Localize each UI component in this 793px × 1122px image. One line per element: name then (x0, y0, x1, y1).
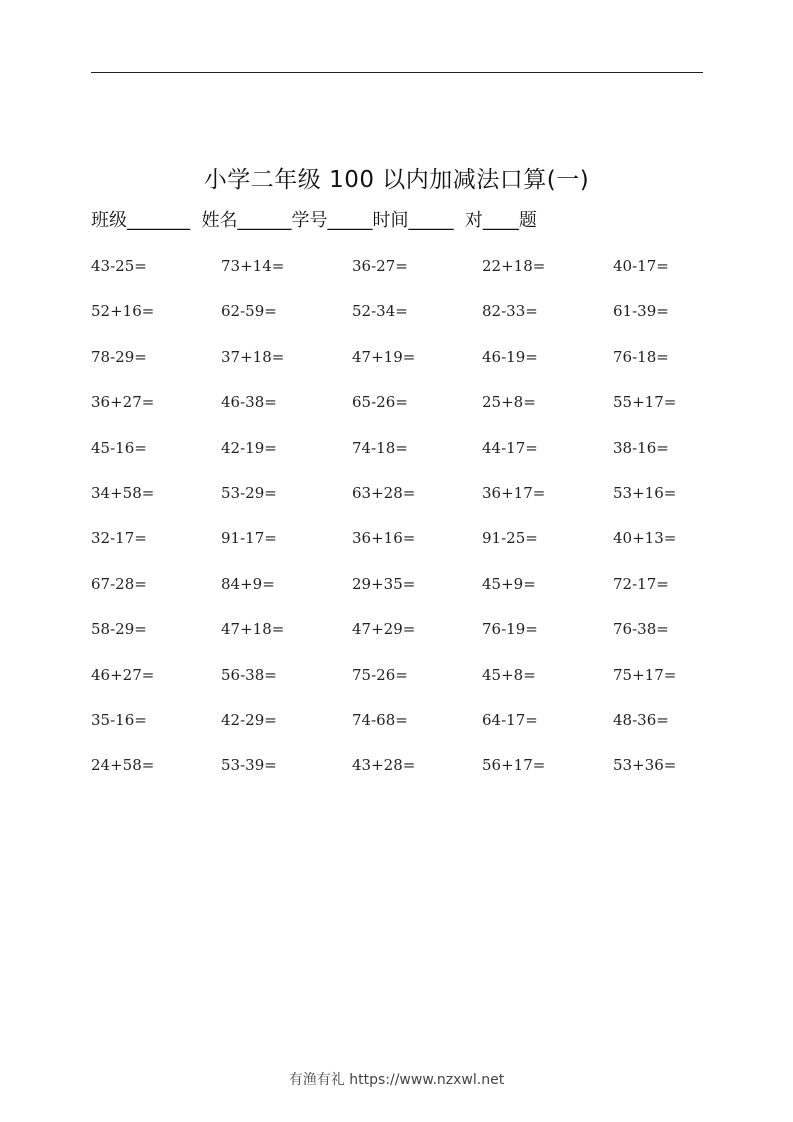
math-problem: 45+8= (482, 665, 536, 684)
math-problem: 43+28= (352, 756, 416, 775)
math-problem: 22+18= (482, 257, 546, 275)
math-problem: 53+16= (613, 483, 677, 502)
math-problem: 65-26= (352, 393, 408, 412)
math-problem: 47+19= (352, 347, 416, 366)
math-problem: 25+8= (482, 393, 536, 412)
math-problem: 32-17= (91, 529, 147, 548)
math-problem: 62-59= (221, 302, 277, 321)
math-problem: 63+28= (352, 483, 416, 502)
math-problem: 36+17= (482, 483, 546, 502)
math-problem: 76-18= (613, 347, 669, 366)
math-problem: 73+14= (221, 257, 285, 275)
math-problem: 40+13= (613, 529, 677, 548)
math-problem: 61-39= (613, 302, 669, 321)
math-problem: 91-25= (482, 529, 538, 548)
math-problem: 48-36= (613, 710, 669, 729)
math-problem: 43-25= (91, 257, 147, 275)
math-problem: 38-16= (613, 438, 669, 457)
math-problem: 36+27= (91, 393, 155, 412)
math-problem: 45-16= (91, 438, 147, 457)
math-problem: 47+18= (221, 620, 285, 639)
header-rule (91, 72, 703, 73)
math-problem: 46-19= (482, 347, 538, 366)
math-problem: 29+35= (352, 574, 416, 593)
math-problem: 44-17= (482, 438, 538, 457)
math-problem: 91-17= (221, 529, 277, 548)
math-problem: 78-29= (91, 347, 147, 366)
math-problem: 36+16= (352, 529, 416, 548)
math-problem: 34+58= (91, 483, 155, 502)
math-problem: 36-27= (352, 257, 408, 275)
math-problem: 53-29= (221, 483, 277, 502)
math-problem: 67-28= (91, 574, 147, 593)
footer-source: 有渔有礼 https://www.nzxwl.net (288, 1072, 505, 1088)
math-problem: 64-17= (482, 710, 538, 729)
math-problem: 37+18= (221, 347, 285, 366)
math-problem: 52+16= (91, 302, 155, 321)
math-problem: 76-19= (482, 620, 538, 639)
math-problem: 47+29= (352, 620, 416, 639)
math-problem: 53-39= (221, 756, 277, 775)
math-problem: 84+9= (221, 574, 275, 593)
math-problem: 74-18= (352, 438, 408, 457)
math-problem: 24+58= (91, 756, 155, 775)
math-problem: 52-34= (352, 302, 408, 321)
math-problem: 76-38= (613, 620, 669, 639)
math-problem: 35-16= (91, 710, 147, 729)
math-problem: 82-33= (482, 302, 538, 321)
math-problem: 46-38= (221, 393, 277, 412)
math-problem: 75+17= (613, 665, 677, 684)
math-problem: 55+17= (613, 393, 677, 412)
problem-grid (91, 254, 713, 799)
math-problem: 72-17= (613, 574, 669, 593)
math-problem: 42-19= (221, 438, 277, 457)
math-problem: 58-29= (91, 620, 147, 639)
math-problem: 42-29= (221, 710, 277, 729)
math-problem: 74-68= (352, 710, 408, 729)
math-problem: 46+27= (91, 665, 155, 684)
worksheet-title: 小学二年级 100 以内加减法口算(一) (203, 167, 590, 193)
math-problem: 75-26= (352, 665, 408, 684)
student-info-line: 班级_______ 姓名______学号_____时间_____ 对____题 (91, 210, 537, 231)
math-problem: 45+9= (482, 574, 536, 593)
math-problem: 56-38= (221, 665, 277, 684)
math-problem: 40-17= (613, 257, 669, 275)
math-problem: 56+17= (482, 756, 546, 775)
math-problem: 53+36= (613, 756, 677, 775)
